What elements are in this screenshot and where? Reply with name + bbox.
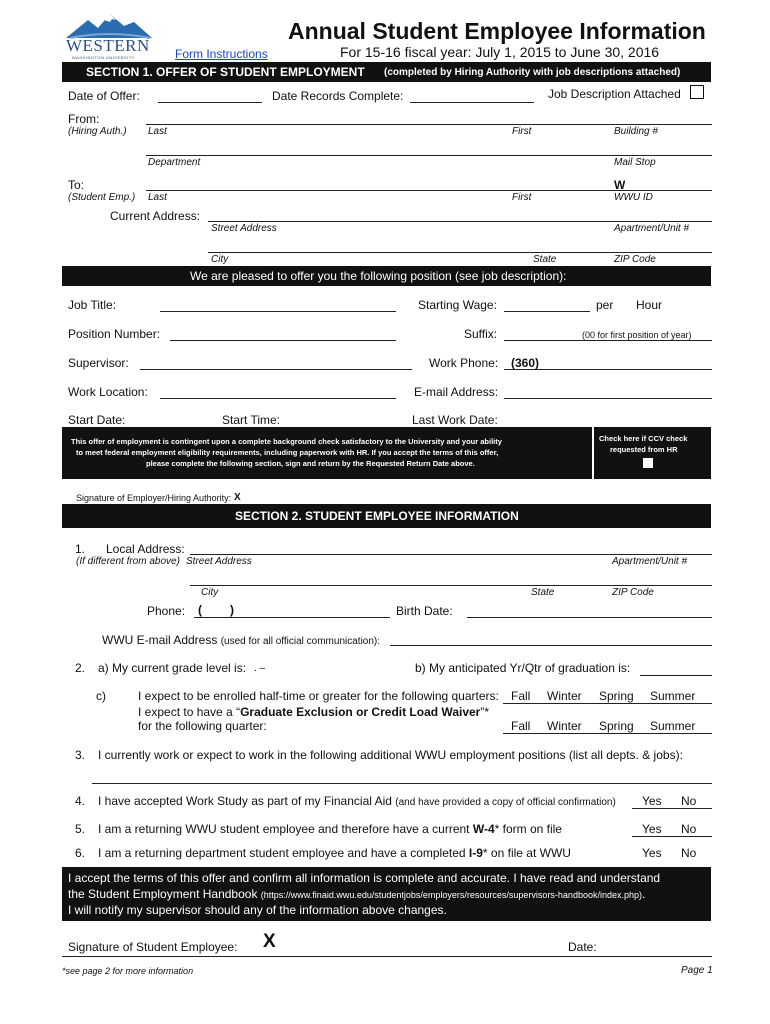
first-name-caption: First (512, 126, 532, 137)
date-of-offer-label: Date of Offer: (68, 89, 140, 103)
notice-line-3: please complete the following section, sign and return by the Requested Return Date above. (146, 459, 475, 468)
wwu-email-note: (used for all official communication): (220, 636, 381, 647)
city-caption: City (211, 254, 229, 265)
q6-number: 6. (75, 846, 86, 860)
starting-wage-label: Starting Wage: (418, 298, 497, 312)
acceptance-line-2a: the Student Employment Handbook (68, 887, 261, 901)
local-city-caption: City (201, 587, 219, 598)
q4-underline (632, 808, 712, 809)
position-number-field[interactable] (170, 340, 396, 341)
wwu-email-text: WWU E-mail Address (102, 633, 218, 647)
q5-underline (632, 836, 712, 837)
mail-stop-caption: Mail Stop (614, 157, 656, 168)
student-emp-label: (Student Emp.) (68, 192, 136, 203)
department-field[interactable] (146, 155, 712, 156)
exclusion-text-bold: Graduate Exclusion or Credit Load Waiver (240, 705, 481, 719)
waiver-underline (503, 733, 712, 734)
suffix-field[interactable] (504, 340, 712, 341)
q5-bold: W-4 (472, 822, 495, 836)
apartment-caption: Apartment/Unit # (614, 223, 690, 234)
page-title: Annual Student Employee Information (288, 18, 706, 44)
last-work-date-label: Last Work Date: (412, 413, 498, 427)
employer-signature-label: Signature of Employer/Hiring Authority: (76, 493, 232, 503)
ccv-text-2: requested from HR (610, 445, 678, 454)
student-name-field[interactable] (146, 190, 712, 191)
section1-title: SECTION 1. OFFER OF STUDENT EMPLOYMENT (86, 65, 365, 79)
q6-yes[interactable]: Yes (642, 846, 662, 860)
local-state-caption: State (531, 587, 555, 598)
see-page-note: *see page 2 for more information (62, 966, 194, 976)
section2-header (62, 504, 711, 528)
page-number: Page 1 (681, 965, 713, 976)
position-number-label: Position Number: (68, 327, 161, 341)
fiscal-year: For 15-16 fiscal year: July 1, 2015 to June 30, 2016 (340, 44, 660, 60)
job-description-attached-label: Job Description Attached (548, 87, 681, 101)
notice-line-2: to meet federal employment eligibility requirements, including paperwork with HR. If you accept the terms of this offer, (76, 448, 499, 457)
local-zip-caption: ZIP Code (612, 587, 654, 598)
supervisor-label: Supervisor: (68, 356, 129, 370)
exclusion-text-pre: I expect to have a “ (138, 705, 241, 719)
work-phone-label: Work Phone: (429, 356, 499, 370)
phone-paren-open: ( (198, 603, 202, 617)
birth-date-field[interactable] (467, 617, 712, 618)
employer-signature-x[interactable]: X (234, 492, 241, 503)
q4-text (98, 794, 616, 808)
local-address-label: Local Address: (106, 542, 185, 556)
local-city-field[interactable] (190, 585, 712, 586)
birth-date-label: Birth Date: (396, 604, 453, 618)
halftime-label: I expect to be enrolled half-time or greater for the following quarters: (138, 689, 499, 703)
start-time-label: Start Time: (222, 413, 281, 427)
wwu-id-caption: WWU ID (614, 192, 653, 203)
q5-no[interactable]: No (681, 822, 697, 836)
current-address-label: Current Address: (110, 209, 201, 223)
suffix-label: Suffix: (464, 327, 498, 341)
to-label: To: (68, 178, 85, 192)
q6-pre: I am a returning department student employee and have a completed (98, 846, 469, 860)
q3-number: 3. (75, 748, 86, 762)
building-caption: Building # (614, 126, 658, 137)
student-signature-x[interactable]: X (263, 931, 276, 952)
offer-header-text: We are pleased to offer you the following position (see job description): (190, 269, 567, 283)
ccv-check-panel (594, 427, 711, 479)
q6-bold: I-9 (468, 846, 483, 860)
q4-main: I have accepted Work Study as part of my Financial Aid (98, 794, 392, 808)
work-location-field[interactable] (160, 398, 396, 399)
current-street-field[interactable] (208, 221, 712, 222)
handbook-url: (https://www.finaid.wwu.edu/studentjobs/employers/resources/supervisors-handbook/index.php) (260, 890, 642, 900)
student-signature-line (62, 956, 712, 957)
from-label: From: (68, 112, 100, 126)
acceptance-line-2c: . (642, 887, 646, 901)
q5-number: 5. (75, 822, 86, 836)
date-records-complete-field[interactable] (410, 102, 534, 103)
job-title-field[interactable] (160, 311, 396, 312)
exclusion-label (138, 705, 489, 719)
date-of-offer-field[interactable] (158, 102, 262, 103)
per-label: per (596, 298, 614, 312)
graduation-field[interactable] (640, 675, 712, 676)
current-city-field[interactable] (208, 252, 712, 253)
ccv-checkbox[interactable] (643, 458, 653, 468)
acceptance-statement (62, 867, 711, 921)
department-caption: Department (148, 157, 201, 168)
q3-text: I currently work or expect to work in the following additional WWU employment positions (list all depts. & jobs): (98, 748, 683, 762)
w-prefix: W (614, 178, 626, 192)
hiring-auth-label: (Hiring Auth.) (68, 126, 127, 137)
section1-header (62, 62, 711, 82)
student-first-caption: First (512, 192, 532, 203)
suffix-note: (00 for first position of year) (582, 330, 692, 340)
section1-note: (completed by Hiring Authority with job descriptions attached) (384, 67, 681, 78)
q5-text (98, 822, 562, 836)
starting-wage-field[interactable] (504, 311, 590, 312)
q4-yes[interactable]: Yes (642, 794, 662, 808)
halftime-fall[interactable]: Fall (511, 689, 531, 703)
start-date-label: Start Date: (68, 413, 126, 427)
acceptance-line-3: I will notify my supervisor should any of the information above changes. (68, 903, 447, 917)
contingency-notice (62, 427, 592, 479)
halftime-summer[interactable]: Summer (650, 689, 696, 703)
state-caption: State (533, 254, 557, 265)
student-signature-label: Signature of Student Employee: (68, 940, 238, 954)
q2-number: 2. (75, 661, 86, 675)
exclusion-text-post: ”* (480, 705, 490, 719)
local-street-field[interactable] (190, 554, 712, 555)
hour-label: Hour (636, 298, 663, 312)
supervisor-field[interactable] (140, 369, 412, 370)
acceptance-line-1: I accept the terms of this offer and confirm all information is complete and accurate. I have read and understand (68, 871, 661, 885)
email-address-field[interactable] (504, 398, 712, 399)
q5-post: * form on file (494, 822, 562, 836)
local-apartment-caption: Apartment/Unit # (612, 556, 688, 567)
waiver-spring[interactable]: Spring (599, 719, 634, 733)
q1-number: 1. (75, 542, 86, 556)
q4-no[interactable]: No (681, 794, 697, 808)
wwu-email-field[interactable] (390, 645, 712, 646)
wwu-email-label (102, 633, 380, 647)
halftime-winter[interactable]: Winter (547, 689, 582, 703)
email-address-label: E-mail Address: (414, 385, 499, 399)
zip-caption: ZIP Code (614, 254, 656, 265)
q2c-letter: c) (96, 689, 106, 703)
phone-paren-close: ) (230, 603, 234, 617)
waiver-winter[interactable]: Winter (547, 719, 582, 733)
if-different-caption: (If different from above) (76, 556, 180, 567)
q5-yes[interactable]: Yes (642, 822, 662, 836)
additional-positions-field[interactable] (92, 783, 712, 784)
student-last-caption: Last (148, 192, 167, 203)
q4-note: (and have provided a copy of official confirmation) (395, 797, 616, 808)
offer-header (62, 266, 711, 286)
local-street-caption: Street Address (186, 556, 252, 567)
job-description-checkbox[interactable] (690, 85, 704, 99)
university-logo (64, 10, 154, 62)
date-records-complete-label: Date Records Complete: (272, 89, 404, 103)
logo-name: WESTERN (66, 36, 150, 55)
q6-no[interactable]: No (681, 846, 697, 860)
q6-post: * on file at WWU (482, 846, 571, 860)
acceptance-line-2 (68, 887, 645, 901)
form-instructions-link[interactable]: Form Instructions (175, 47, 268, 61)
section2-title: SECTION 2. STUDENT EMPLOYEE INFORMATION (235, 509, 519, 523)
phone-field[interactable] (194, 617, 390, 618)
hiring-auth-name-field[interactable] (146, 124, 712, 125)
grade-level-value[interactable]: . – (254, 663, 266, 674)
halftime-spring[interactable]: Spring (599, 689, 634, 703)
q6-text (98, 846, 571, 860)
q4-number: 4. (75, 794, 86, 808)
anticipated-graduation-label: b) My anticipated Yr/Qtr of graduation is: (415, 661, 631, 675)
waiver-fall[interactable]: Fall (511, 719, 531, 733)
street-address-caption: Street Address (211, 223, 277, 234)
last-name-caption: Last (148, 126, 167, 137)
student-date-label: Date: (568, 940, 597, 954)
following-quarter-label: for the following quarter: (138, 719, 267, 733)
grade-level-label: a) My current grade level is: (98, 661, 247, 675)
job-title-label: Job Title: (68, 298, 117, 312)
logo-sub: WASHINGTON UNIVERSITY (72, 55, 135, 60)
ccv-text-1: Check here if CCV check (599, 434, 688, 443)
phone-label: Phone: (147, 604, 186, 618)
waiver-summer[interactable]: Summer (650, 719, 696, 733)
halftime-underline (503, 703, 712, 704)
area-code: (360) (511, 356, 540, 370)
work-location-label: Work Location: (68, 385, 148, 399)
q5-pre: I am a returning WWU student employee and therefore have a current (98, 822, 473, 836)
notice-line-1: This offer of employment is contingent upon a complete background check satisfactory to the University and your ability (71, 437, 502, 446)
